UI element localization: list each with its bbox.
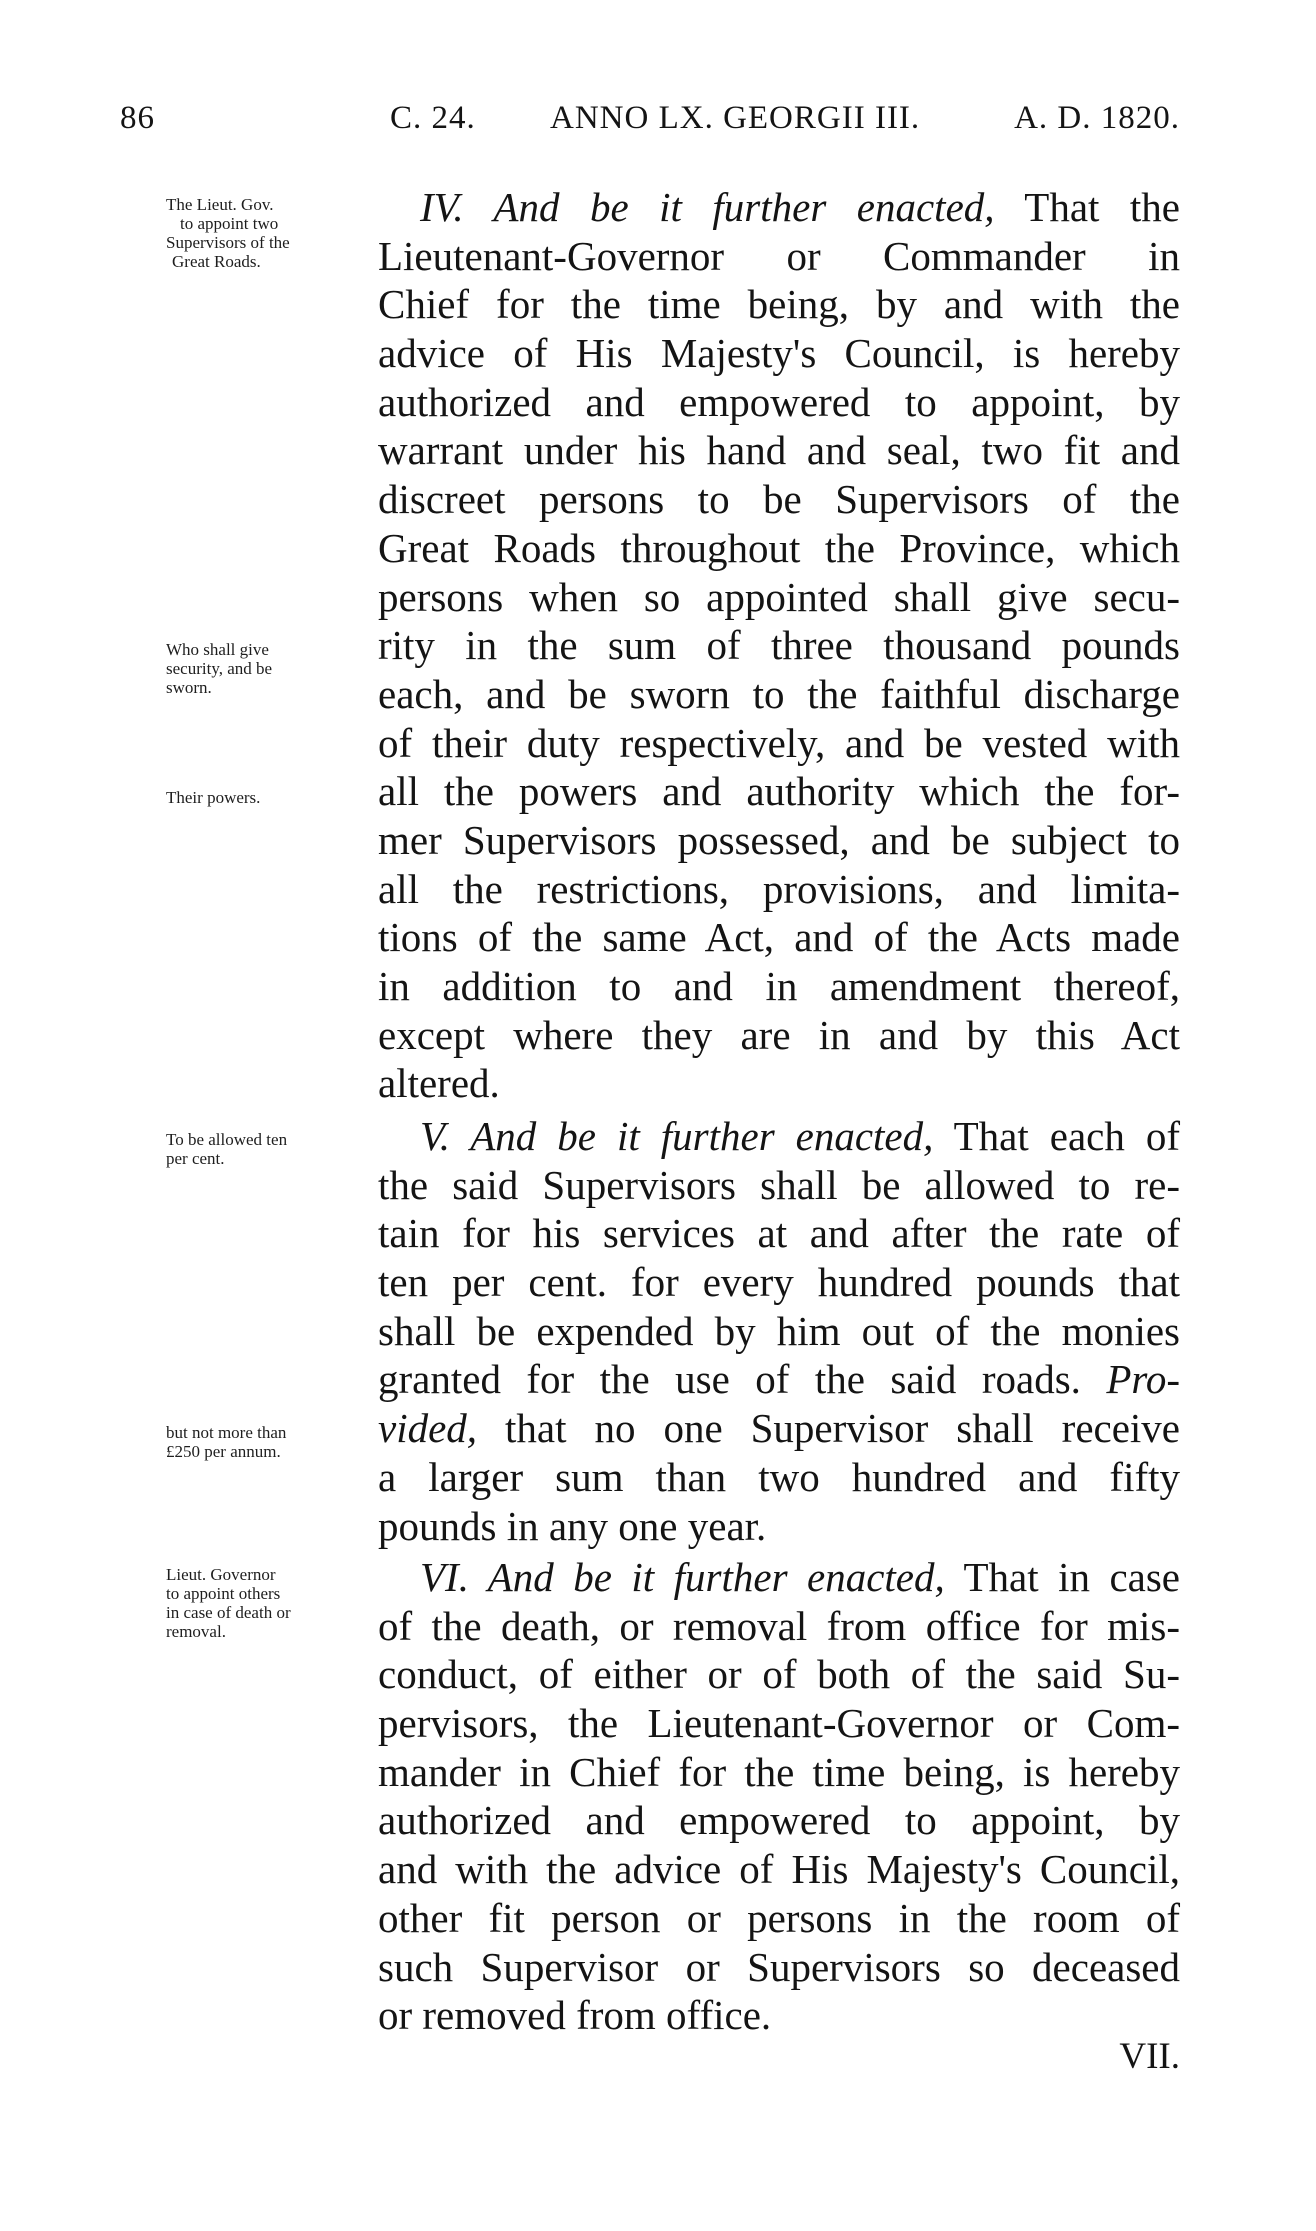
- proviso-word: vided,: [378, 1405, 478, 1452]
- marginal-note-allowance: To be allowed ten per cent.: [166, 1130, 288, 1168]
- section-vi-lead: VI. And be it further enacted,: [420, 1554, 945, 1600]
- section-v-lead: V. And be it further enacted,: [420, 1113, 934, 1159]
- marginal-note-limit: but not more than £250 per annum.: [166, 1423, 287, 1461]
- regnal-year: ANNO LX. GEORGII III.: [550, 100, 921, 136]
- section-iv: IV. And be it further enacted, That the Lieutenant-Governor or Commander in Chief for the time being, by and with the advice of His Majesty's Council, is hereby authorized and empowered to appoint, by warrant under his hand and seal, two fit and discreet persons to be Supervisors of the Great Roads throughout the Province, which persons when so appointed shall give secu- rity in the sum of three thousand pounds each, and be sworn to the faithful discharge of their duty respectively, and be vested with all the powers and authority which the for- mer Supervisors possessed, and be subject to all the restrictions, provisions, and limita- tions of the same Act, and of the Acts made in addition to and in amendment thereof, except where they are in and by this Act altered.: [378, 184, 1180, 1107]
- section-iv-lead: IV. And be it further enacted,: [420, 184, 995, 230]
- running-header: [120, 100, 1180, 150]
- marginal-note-supervisors: The Lieut. Gov. to appoint two Supervisors of the Great Roads.: [166, 195, 290, 271]
- year-date: A. D. 1820.: [1014, 100, 1180, 136]
- proviso-start: Pro-: [1106, 1356, 1181, 1403]
- chapter-number: C. 24.: [390, 100, 476, 136]
- section-v: V. And be it further enacted, That each of the said Supervisors shall be allowed to re- tain for his services at and after the rate of ten per cent. for every hundred pounds that shall be expended by him out of the monies granted for the use of the said roads. Pro- vided, that no one Supervisor shall receive a larger sum than two hundred and fifty pounds in any one year.: [378, 1113, 1181, 1549]
- marginal-note-replacement: Lieut. Governor to appoint others in case of death or removal.: [166, 1565, 291, 1641]
- catchword: VII.: [1119, 2036, 1180, 2077]
- marginal-note-security: Who shall give security, and be sworn.: [166, 640, 273, 697]
- marginal-note-powers: Their powers.: [166, 788, 261, 807]
- page-number: 86: [120, 100, 155, 136]
- section-vi: VI. And be it further enacted, That in case of the death, or removal from office for mis- conduct, of either or of both of the said Su- pervisors, the Lieutenant-Governor or Com- mander in Chief for the time being, is hereby authorized and empowered to appoint, by and with the advice of His Majesty's Council, other fit person or persons in the room of such Supervisor or Supervisors so deceased or removed from office.: [378, 1554, 1180, 2039]
